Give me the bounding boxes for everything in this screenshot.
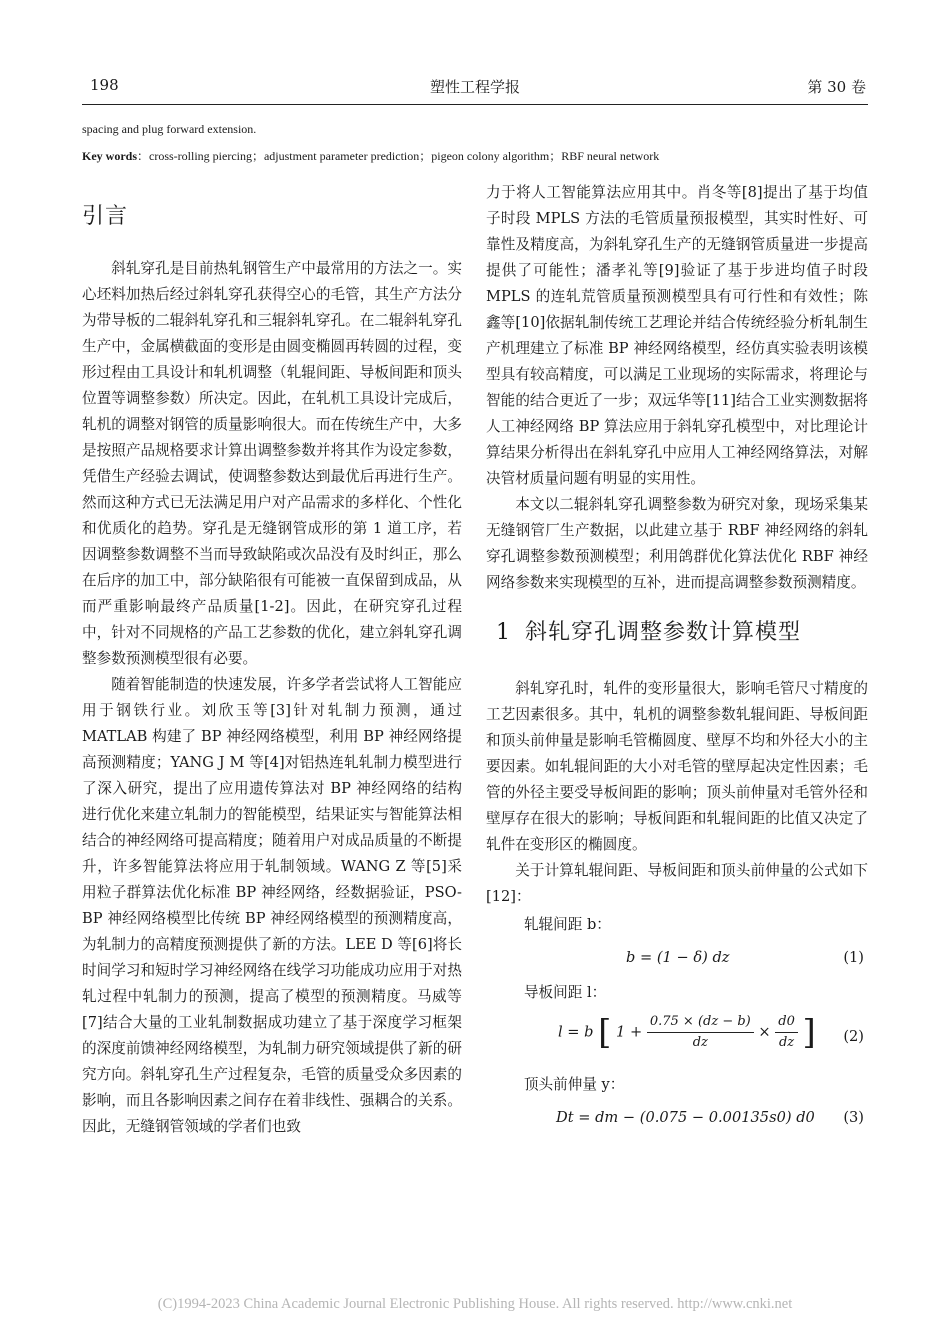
formula-3-expr: Dt = dm − (0.075 − 0.00135s0) d0 — [556, 1109, 815, 1126]
paragraph: 随着智能制造的快速发展，许多学者尝试将人工智能应用于钢铁行业。刘欣玉等[3]针对轧制力预测，通过 MATLAB 构建了 BP 神经网络模型，利用 BP 神经网络提高预测精度；YANG J M 等[4]对铝热连轧轧制力模型进行了深入研究，提出了应用遗传算法对 BP 神经网络的结构进行优化来建立轧制力的智能模型，结果证实与智能算法相结合的神经网络可提高精度；随着用户对成品质量的不断提升，许多智能算法将应用于轧制领域。WANG Z 等[5]采用粒子群算法优化标准 BP 神经网络，经数据验证，PSO-BP 神经网络模型比传统 BP 神经网络模型的预测精度高，为轧制力的高精度预测提供了新的方法。LEE D 等[6]将长时间学习和短时学习神经网络在线学习功能成功应用于对热轧过程中轧制力的预测，提高了模型的预测精度。马威等[7]结合大量的工业轧制数据成功建立了基于深度学习框架的深度前馈神经网络模型，为轧制力研究领域提供了新的研究方向。斜轧穿孔生产过程复杂，毛管的质量受众多因素的影响，而且各影响因素之间存在着非线性、强耦合的关系。因此，无缝钢管领域的学者们也致 — [82, 676, 462, 1135]
paragraph: 斜轧穿孔是目前热轧钢管生产中最常用的方法之一。实心坯料加热后经过斜轧穿孔获得空心的毛管，其生产方法分为带导板的二辊斜轧穿孔和三辊斜轧穿孔。在二辊斜轧穿孔生产中，金属横截面的变形是由圆变椭圆再转圆的过程，变形过程由工具设计和轧机调整（轧辊间距、导板间距和顶头位置等调整参数）所决定。因此，在轧机工具设计完成后，轧机的调整对钢管的质量影响很大。而在传统生产中，大多是按照产品规格要求计算出调整参数并将其作为设定参数，凭借生产经验去调试，使调整参数达到最优后再进行生产。然而这种方式已无法满足用户对产品需求的多样化、个性化和优质化的趋势。穿孔是无缝钢管成形的第 1 道工序，若因调整参数调整不当而导致缺陷或次品没有及时纠正，那么在后序的加工中，部分缺陷很有可能被一直保留到成品，从而严重影响最终产品质量[1-2]。因此，在研究穿孔过程中，针对不同规格的产品工艺参数的优化，建立斜轧穿孔调整参数预测模型很有必要。 — [82, 260, 462, 667]
copyright-footer: (C)1994-2023 China Academic Journal Electronic Publishing House. All rights reserved. http://www.cnki.net — [157, 1296, 793, 1312]
left-column — [82, 180, 462, 1140]
formula-2-fraction-2 — [775, 1012, 798, 1053]
formula-2-label: 导板间距 l： — [523, 984, 607, 1001]
formula-1-expr: b = (1 − δ) dz — [626, 949, 730, 966]
right-column — [486, 180, 868, 1138]
paragraph: 力于将人工智能算法应用其中。肖冬等[8]提出了基于均值子时段 MPLS 方法的毛管质量预报模型，其实时性好、可靠性及精度高，为斜轧穿孔生产的无缝钢管质量进一步提高提供了可能性；潘孝礼等[9]验证了基于步进均值子时段 MPLS 的连轧荒管质量预测模型具有可行性和有效性；陈鑫等[10]依据轧制传统工艺理论并结合传统经验分析轧制生产机理建立了标准 BP 神经网络模型，经仿真实验表明该模型具有较高精度，可以满足工业现场的实际需求，将理论与智能的结合更近了一步；双远华等[11]结合工业实测数据将人工神经网络 BP 算法应用于斜轧穿孔模型中，对比理论计算结果分析得出在斜轧穿孔中应用人工神经网络算法，对解决管材质量问题有明显的实用性。 — [486, 184, 868, 487]
formula-2-lhs: l = b — [558, 1023, 594, 1041]
formula-2 — [486, 1006, 868, 1070]
formula-1-label: 轧辊间距 b： — [523, 916, 611, 933]
section-1-heading — [496, 620, 868, 646]
formula-2-fraction — [647, 1012, 754, 1053]
formula-3 — [486, 1098, 868, 1138]
header-rule — [82, 104, 868, 105]
section-title: 斜轧穿孔调整参数计算模型 — [525, 620, 802, 645]
section-number: 1 — [496, 620, 511, 645]
formula-2-numerator: 0.75 × (dz − b) — [647, 1012, 754, 1033]
formula-1-number: (1) — [843, 949, 864, 966]
formula-2-number: (2) — [843, 1028, 864, 1045]
formula-3-label: 顶头前伸量 y： — [523, 1076, 625, 1093]
formula-2-numerator-2: d0 — [775, 1012, 798, 1033]
keywords-text: ：cross-rolling piercing；adjustment parameter prediction；pigeon colony algorithm；RBF neural network — [137, 149, 660, 163]
formula-2-denominator: dz — [692, 1035, 708, 1050]
paragraph: 斜轧穿孔时，轧件的变形量很大，影响毛管尺寸精度的工艺因素很多。其中，轧机的调整参数轧辊间距、导板间距和顶头前伸量是影响毛管椭圆度、壁厚不均和外径大小的主要因素。如轧辊间距的大小对毛管的壁厚起决定性因素；毛管的外径主要受导板间距的影响；顶头前伸量对毛管外径和壁厚存在很大的影响；导板间距和轧辊间距的比值又决定了轧件在变形区的椭圆度。 — [486, 680, 868, 853]
journal-title: 塑性工程学报 — [429, 78, 520, 96]
formula-2-expr: l = b [ 1 + $\frac{0.75 \times (dz - b)}{dz}$ × $\frac{d0}{dz}$ ] — [558, 1012, 816, 1053]
keywords-label: Key words — [82, 149, 137, 163]
page-number: 198 — [90, 76, 119, 94]
page-header — [82, 76, 868, 104]
formula-2-denominator-2: dz — [778, 1035, 795, 1050]
keywords — [82, 147, 882, 164]
formula-1 — [486, 938, 868, 978]
abstract-tail: spacing and plug forward extension. — [82, 122, 257, 136]
intro-heading: 引言 — [82, 204, 129, 229]
formula-3-number: (3) — [843, 1109, 864, 1126]
paragraph: 本文以二辊斜轧穿孔调整参数为研究对象，现场采集某无缝钢管厂生产数据，以此建立基于 RBF 神经网络的斜轧穿孔调整参数预测模型；利用鸽群优化算法优化 RBF 神经网络参数来实现模型的互补，进而提高调整参数预测精度。 — [486, 496, 868, 591]
volume-label: 第 30 卷 — [807, 78, 866, 96]
paragraph: 关于计算轧辊间距、导板间距和顶头前伸量的公式如下[12]： — [486, 862, 868, 905]
